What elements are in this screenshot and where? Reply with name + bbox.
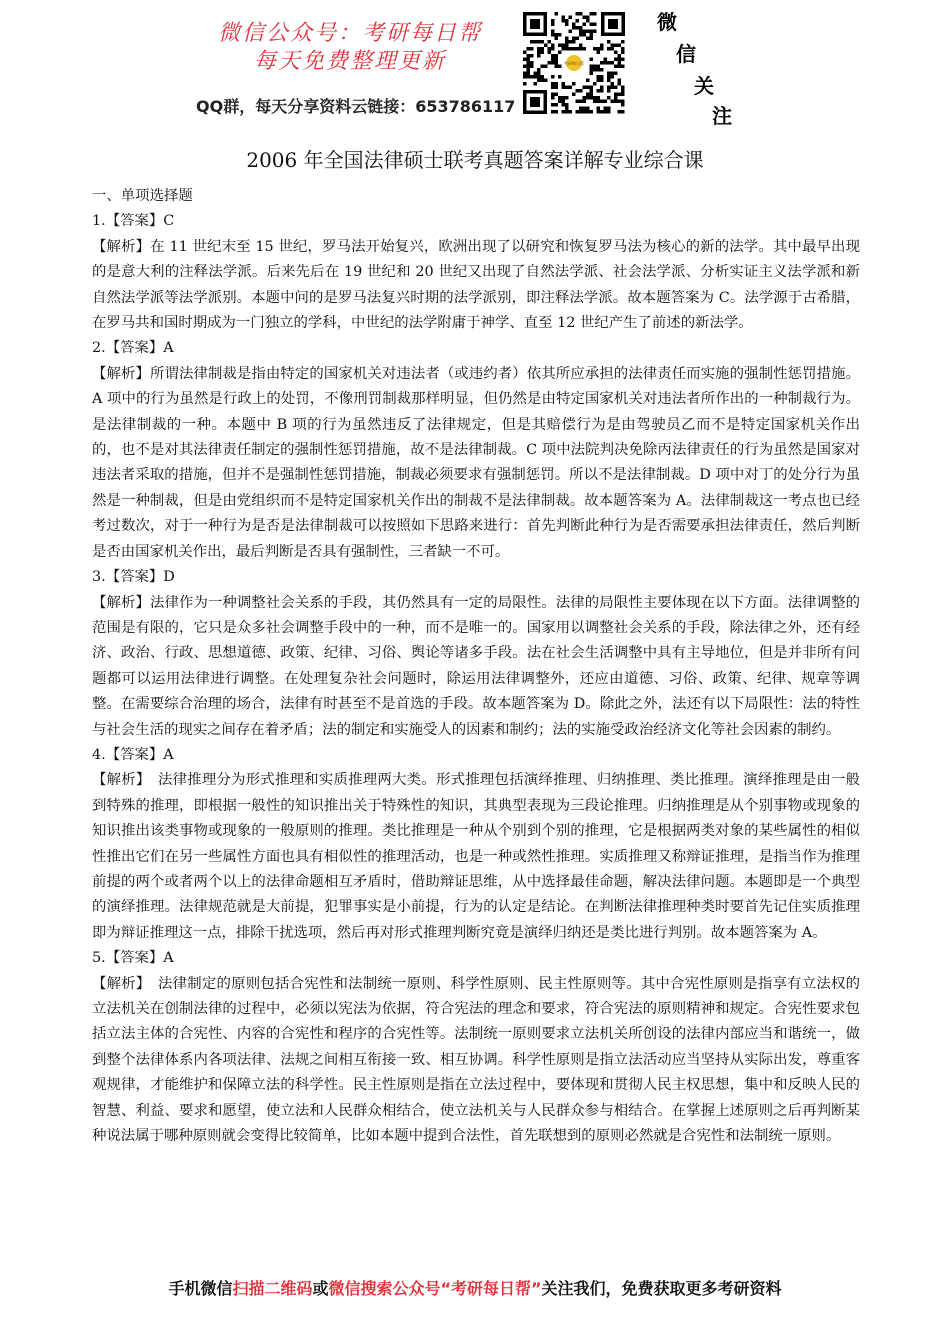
qr-module [555, 58, 559, 62]
qr-module [593, 96, 597, 100]
qr-module [551, 30, 555, 34]
qr-module [523, 82, 527, 86]
qr-module [590, 89, 594, 93]
qr-module [555, 61, 559, 65]
qr-module [572, 82, 576, 86]
qr-module [579, 47, 583, 51]
qr-module [614, 100, 618, 104]
qr-module [562, 44, 566, 48]
qr-module [576, 100, 580, 104]
qr-module [579, 100, 583, 104]
qr-module [551, 93, 555, 97]
qr-module [548, 61, 552, 65]
qr-module [621, 51, 625, 55]
qr-module [537, 47, 541, 51]
qr-module [586, 37, 590, 41]
qr-module [527, 68, 531, 72]
qr-module [558, 65, 562, 69]
qr-module [590, 37, 594, 41]
qr-module [555, 65, 559, 69]
qr-module [621, 86, 625, 90]
qr-module [600, 89, 604, 93]
qr-module [607, 96, 611, 100]
qr-module [576, 89, 580, 93]
qr-module [551, 33, 555, 37]
qr-module [534, 40, 538, 44]
qr-module [527, 58, 531, 62]
qr-module [534, 75, 538, 79]
qr-module [523, 51, 527, 55]
qr-module [597, 100, 601, 104]
qr-module [565, 23, 569, 27]
qr-module [600, 61, 604, 65]
qr-module [597, 96, 601, 100]
qr-code-icon [521, 10, 627, 116]
qr-module [604, 110, 608, 114]
qr-module [593, 100, 597, 104]
qr-module [618, 110, 622, 114]
qr-module [618, 100, 622, 104]
qr-module [579, 89, 583, 93]
qr-module [527, 54, 531, 58]
qr-module [579, 12, 583, 16]
qr-module [593, 68, 597, 72]
promo-banner [200, 20, 500, 76]
qr-module [590, 33, 594, 37]
qr-module [572, 26, 576, 30]
document-title: 2006 年全国法律硕士联考真题答案详解专业综合课 [246, 148, 704, 172]
qr-module [537, 54, 541, 58]
qr-module [534, 72, 538, 76]
qr-module [590, 58, 594, 62]
vertical-char-2: 信 [676, 42, 696, 66]
qr-module [611, 47, 615, 51]
qr-module [590, 86, 594, 90]
qr-module [569, 47, 573, 51]
qr-module [523, 58, 527, 62]
qr-module [555, 82, 559, 86]
qr-module [565, 19, 569, 23]
qr-module [523, 72, 527, 76]
qr-module [576, 26, 580, 30]
section-heading: 一、单项选择题 [92, 188, 193, 204]
analysis-paragraph-3: 【解析】法律作为一种调整社会关系的手段，其仍然具有一定的局限性。法律的局限性主要体现在以下方面。法律调整的范围是有限的，它只是众多社会调整手段中的一种，而不是唯一的。国家用以调整社会关系的手段，除法律之外，还有经济、政治、行政、思想道德、政策、纪律、习俗、舆论等诸多手段。法在社会生活调整中具有主导地位，但是并非所有问题都可以运用法律进行调整。在处理复杂社会问题时，除运用法律调整外，还应由道德、习俗、政策、纪律、规章等调整。在需要综合治理的场合，法律有时甚至不是首选的手段。故本题答案为 D。除此之外，法还有以下局限性：法的特性与社会生活的现实之间存在着矛盾；法的制定和实施受人的因素和制约；法的实施受政治经济文化等社会因素的制约。 [92, 594, 860, 738]
qr-module [572, 23, 576, 27]
qr-module [551, 96, 555, 100]
qr-module [621, 110, 625, 114]
qr-module [572, 37, 576, 41]
page-footer [0, 1276, 950, 1299]
qr-module [611, 72, 615, 76]
qr-module [583, 110, 587, 114]
qr-module [576, 47, 580, 51]
qr-module [562, 16, 566, 20]
qr-module [551, 86, 555, 90]
qr-module [551, 58, 555, 62]
qr-module [562, 110, 566, 114]
qr-module [597, 75, 601, 79]
qr-module [593, 65, 597, 69]
qr-module [614, 96, 618, 100]
qr-module [576, 110, 580, 114]
qr-module [597, 65, 601, 69]
qr-module [586, 79, 590, 83]
qr-module [583, 33, 587, 37]
qr-module [593, 82, 597, 86]
qr-module [593, 12, 597, 16]
qr-module [614, 86, 618, 90]
qr-module [611, 86, 615, 90]
qr-module [590, 96, 594, 100]
qr-module [541, 65, 545, 69]
qr-module [614, 72, 618, 76]
vertical-char-3: 关 [694, 74, 714, 98]
qr-module [530, 65, 534, 69]
qr-module [604, 61, 608, 65]
qr-module [590, 93, 594, 97]
footer-text-5: 关注我们，免费获取更多考研资料 [541, 1279, 782, 1298]
qr-module [597, 107, 601, 111]
qr-module [579, 110, 583, 114]
qr-module [537, 79, 541, 83]
qr-module [558, 96, 562, 100]
qr-module [586, 107, 590, 111]
qr-module [576, 12, 580, 16]
qr-module [562, 19, 566, 23]
qr-module [607, 47, 611, 51]
analysis-paragraph-4: 【解析】 法律推理分为形式推理和实质推理两大类。形式推理包括演绎推理、归纳推理、类比推理。演绎推理是由一般到特殊的推理，即根据一般性的知识推出关于特殊性的知识，其典型表现为三段论推理。归纳推理是从个别事物或现象的知识推出该类事物或现象的一般原则的推理。类比推理是一种从个别到个别的推理，它是根据两类对象的某些属性的相似性推出它们在另一些属性方面也具有相似性的推理活动，也是一种或然性推理。实质推理又称辩证推理，是指当作为推理前提的两个或者两个以上的法律命题相互矛盾时，借助辩证思维，从中选择最佳命题，解决法律问题。本题即是一个典型的演绎推理。法律规范就是大前提，犯罪事实是小前提，行为的认定是结论。在判断法律推理种类时要首先记住实质推理即为辩证推理这一点，排除干扰选项，然后再对形式推理判断究竟是演绎归纳还是类比进行判别。故本题答案为 A。 [92, 772, 860, 941]
answer-line-5: 5.【答案】A [92, 950, 174, 967]
answer-line-4: 4.【答案】A [92, 746, 174, 763]
qr-module [590, 30, 594, 34]
vertical-char-4: 注 [712, 104, 732, 128]
qr-module [527, 61, 531, 65]
qr-module [541, 51, 545, 55]
qr-module [590, 72, 594, 76]
qr-module [569, 86, 573, 90]
qr-module [600, 86, 604, 90]
qr-module [544, 79, 548, 83]
qr-module [618, 82, 622, 86]
qr-module [583, 47, 587, 51]
qr-module [569, 110, 573, 114]
qr-module [527, 47, 531, 51]
qr-module [569, 30, 573, 34]
qr-module [583, 16, 587, 20]
qr-module [572, 40, 576, 44]
qr-module [621, 40, 625, 44]
answer-line-3: 3.【答案】D [92, 569, 175, 586]
qr-module [548, 40, 552, 44]
qr-module [586, 30, 590, 34]
qr-module [551, 44, 555, 48]
qr-module [569, 16, 573, 20]
qr-module [604, 58, 608, 62]
qr-module [530, 40, 534, 44]
analysis-paragraph-1: 【解析】在 11 世纪末至 15 世纪，罗马法开始复兴，欧洲出现了以研究和恢复罗马法为核心的新的法学。其中最早出现的是意大利的注释法学派。后来先后在 19 世纪和 20 世纪又出现了自然法学派、社会法学派、分析实证主义法学派和新自然法学派等法学派别。本题中问的是罗马法复兴时期的法学派别，即注释法学派。故本题答案为 C。法学源于古希腊，在罗马共和国时期成为一门独立的学科，中世纪的法学附庸于神学、直至 12 世纪产生了前述的新法学。 [92, 238, 860, 332]
footer-text-3: 或 [312, 1279, 329, 1298]
qr-module [562, 86, 566, 90]
qr-module [558, 51, 562, 55]
qr-module [583, 30, 587, 34]
qr-module [562, 100, 566, 104]
qr-module [607, 72, 611, 76]
qr-module [565, 44, 569, 48]
page-header [0, 0, 950, 135]
qr-module [611, 61, 615, 65]
qr-module [558, 75, 562, 79]
qr-module [551, 47, 555, 51]
qr-module [614, 58, 618, 62]
qr-module [558, 44, 562, 48]
qr-module [555, 86, 559, 90]
qr-module [611, 82, 615, 86]
qr-module [597, 110, 601, 114]
qr-module [555, 103, 559, 107]
qr-module [530, 61, 534, 65]
qr-module [551, 82, 555, 86]
qr-module [541, 79, 545, 83]
qr-module [600, 47, 604, 51]
qr-module [590, 12, 594, 16]
qr-module [583, 100, 587, 104]
qr-module [600, 110, 604, 114]
qr-module [618, 61, 622, 65]
qr-module [541, 75, 545, 79]
promo-line-1: 微信公众号：考研每日帮 [217, 21, 482, 46]
qr-module [597, 51, 601, 55]
qr-module [607, 89, 611, 93]
analysis-paragraph-5: 【解析】 法律制定的原则包括合宪性和法制统一原则、科学性原则、民主性原则等。其中合宪性原则是指享有立法权的立法机关在创制法律的过程中，必须以宪法为依据，符合宪法的理念和要求，符合宪法的原则精神和规定。合宪性要求包括立法主体的合宪性、内容的合宪性和程序的合宪性等。法制统一原则要求立法机关所创设的法律内部应当和谐统一，做到整个法律体系内各项法律、法规之间相互衔接一致、相互协调。科学性原则是指立法活动应当坚持从实际出发，尊重客观规律，才能维护和保障立法的科学性。民主性原则是指在立法过程中，要体现和贯彻人民主权思想，集中和反映人民的智慧、利益、要求和愿望，使立法和人民群众相结合，使立法机关与人民群众参与相结合。在掌握上述原则之后再判断某种说法属于哪种原则就会变得比较简单，比如本题中提到合法性，首先联想到的原则必然就是合宪性和法制统一原则。 [92, 975, 860, 1145]
qr-module [583, 96, 587, 100]
qr-module [565, 37, 569, 41]
qr-module [562, 103, 566, 107]
qr-module [523, 65, 527, 69]
qr-module [523, 75, 527, 79]
qr-module [583, 23, 587, 27]
qr-module [593, 30, 597, 34]
qr-module [583, 107, 587, 111]
qr-module [586, 93, 590, 97]
qr-module [576, 37, 580, 41]
qr-module [590, 23, 594, 27]
qr-module [562, 96, 566, 100]
qr-module [534, 82, 538, 86]
footer-text-4: 微信搜索公众号“考研每日帮” [328, 1279, 542, 1298]
qr-module [565, 86, 569, 90]
qr-module [618, 65, 622, 69]
qr-module [555, 33, 559, 37]
qr-module [530, 54, 534, 58]
qr-module [537, 40, 541, 44]
qr-module [604, 107, 608, 111]
qr-module [618, 93, 622, 97]
qr-module [621, 89, 625, 93]
qr-module [565, 107, 569, 111]
qr-module [597, 47, 601, 51]
qr-module [537, 72, 541, 76]
qr-module [541, 47, 545, 51]
qr-module [614, 93, 618, 97]
qr-module [600, 75, 604, 79]
qr-module [551, 54, 555, 58]
vertical-char-1: 微 [657, 10, 677, 34]
qr-module [600, 100, 604, 104]
qr-module [558, 33, 562, 37]
qr-module [551, 19, 555, 23]
qr-module [579, 30, 583, 34]
qr-module [621, 58, 625, 62]
qr-module [530, 75, 534, 79]
qr-module [604, 100, 608, 104]
qr-module [579, 33, 583, 37]
qr-module [621, 103, 625, 107]
qr-module [572, 47, 576, 51]
qr-module [548, 47, 552, 51]
qr-module [544, 44, 548, 48]
qr-module [618, 79, 622, 83]
qr-module [530, 47, 534, 51]
qr-module [618, 58, 622, 62]
document-body [92, 184, 860, 1149]
qr-module [618, 54, 622, 58]
qr-module [555, 54, 559, 58]
qr-module [569, 40, 573, 44]
qr-module [611, 44, 615, 48]
qr-module [537, 51, 541, 55]
qr-module [579, 44, 583, 48]
qr-module [579, 107, 583, 111]
qr-module [621, 100, 625, 104]
qr-module [621, 47, 625, 51]
qr-module [621, 93, 625, 97]
qr-module [590, 65, 594, 69]
qr-module [586, 86, 590, 90]
qr-module [607, 75, 611, 79]
qr-module [548, 51, 552, 55]
qr-module [537, 75, 541, 79]
qr-module [600, 44, 604, 48]
analysis-paragraph-2: 【解析】所谓法律制裁是指由特定的国家机关对违法者（或违约者）依其所应承担的法律责任而实施的强制性惩罚措施。A 项中的行为虽然是行政上的处罚，不像刑罚制裁那样明显，但仍然是由特定国家机关对违法者所作出的一种制裁行为。是法律制裁的一种。本题中 B 项的行为虽然违反了法律规定，但是其赔偿行为是由驾驶员乙而不是特定国家机关作出的，也不是对其法律责任制定的强制性惩罚措施，故不是法律制裁。C 项中法院判决免除丙法律责任的行为虽然是国家对违法者采取的措施，但并不是强制性惩罚措施，制裁必须要求有强制惩罚。所以不是法律制裁。D 项中对丁的处分行为虽然是一种制裁，但是由党组织而不是特定国家机关作出的制裁不是法律制裁。故本题答案为 A。法律制裁这一考点也已经考过数次，对于一种行为是否是法律制裁可以按照如下思路来进行：首先判断此种行为是否需要承担法律责任，然后判断是否由国家机关作出，最后判断是否具有强制性，三者缺一不可。 [92, 365, 860, 560]
promo-line-2: 每天免费整理更新 [253, 49, 446, 74]
qr-module [607, 107, 611, 111]
qr-module [590, 110, 594, 114]
qr-module [551, 110, 555, 114]
qr-module [576, 19, 580, 23]
qr-module [607, 79, 611, 83]
qr-center-label: 考研每日帮 [564, 61, 584, 66]
qr-module [551, 23, 555, 27]
qr-module [583, 86, 587, 90]
qr-module [614, 65, 618, 69]
qr-module [565, 96, 569, 100]
footer-text-2: 扫描二维码 [232, 1279, 313, 1298]
qr-module [593, 23, 597, 27]
qr-module [527, 75, 531, 79]
qr-module [527, 65, 531, 69]
footer-text-1: 手机微信 [168, 1279, 233, 1298]
qr-module [607, 86, 611, 90]
qr-module [597, 79, 601, 83]
qr-module [551, 75, 555, 79]
qr-module [607, 61, 611, 65]
qr-module [600, 79, 604, 83]
qr-module [527, 72, 531, 76]
qr-module [562, 82, 566, 86]
qr-module [607, 110, 611, 114]
qr-module [558, 100, 562, 104]
qr-module [565, 110, 569, 114]
qr-module [586, 19, 590, 23]
qr-module [611, 75, 615, 79]
qr-module [565, 47, 569, 51]
qr-module [555, 93, 559, 97]
qr-module [607, 40, 611, 44]
qr-module [565, 103, 569, 107]
qr-module [544, 65, 548, 69]
qr-module [590, 68, 594, 72]
qr-module [537, 68, 541, 72]
qr-module [565, 40, 569, 44]
qq-group-line: QQ群，每天分享资料云链接：653786117 [196, 97, 516, 116]
qr-module [586, 110, 590, 114]
qr-module [555, 110, 559, 114]
qr-module [555, 12, 559, 16]
qr-module [541, 40, 545, 44]
qr-module [611, 100, 615, 104]
qr-module [621, 65, 625, 69]
qr-module [614, 44, 618, 48]
qr-module [551, 103, 555, 107]
qr-module [586, 96, 590, 100]
qr-module [586, 16, 590, 20]
qr-module [614, 51, 618, 55]
answer-line-1: 1.【答案】C [92, 213, 175, 230]
answer-line-2: 2.【答案】A [92, 340, 174, 357]
qr-module [562, 47, 566, 51]
qr-module [593, 47, 597, 51]
qr-module [597, 68, 601, 72]
qr-module [572, 93, 576, 97]
qr-module [551, 61, 555, 65]
qr-module [579, 26, 583, 30]
qr-module [600, 68, 604, 72]
qr-module [555, 37, 559, 41]
qr-module [618, 44, 622, 48]
qr-module [597, 89, 601, 93]
